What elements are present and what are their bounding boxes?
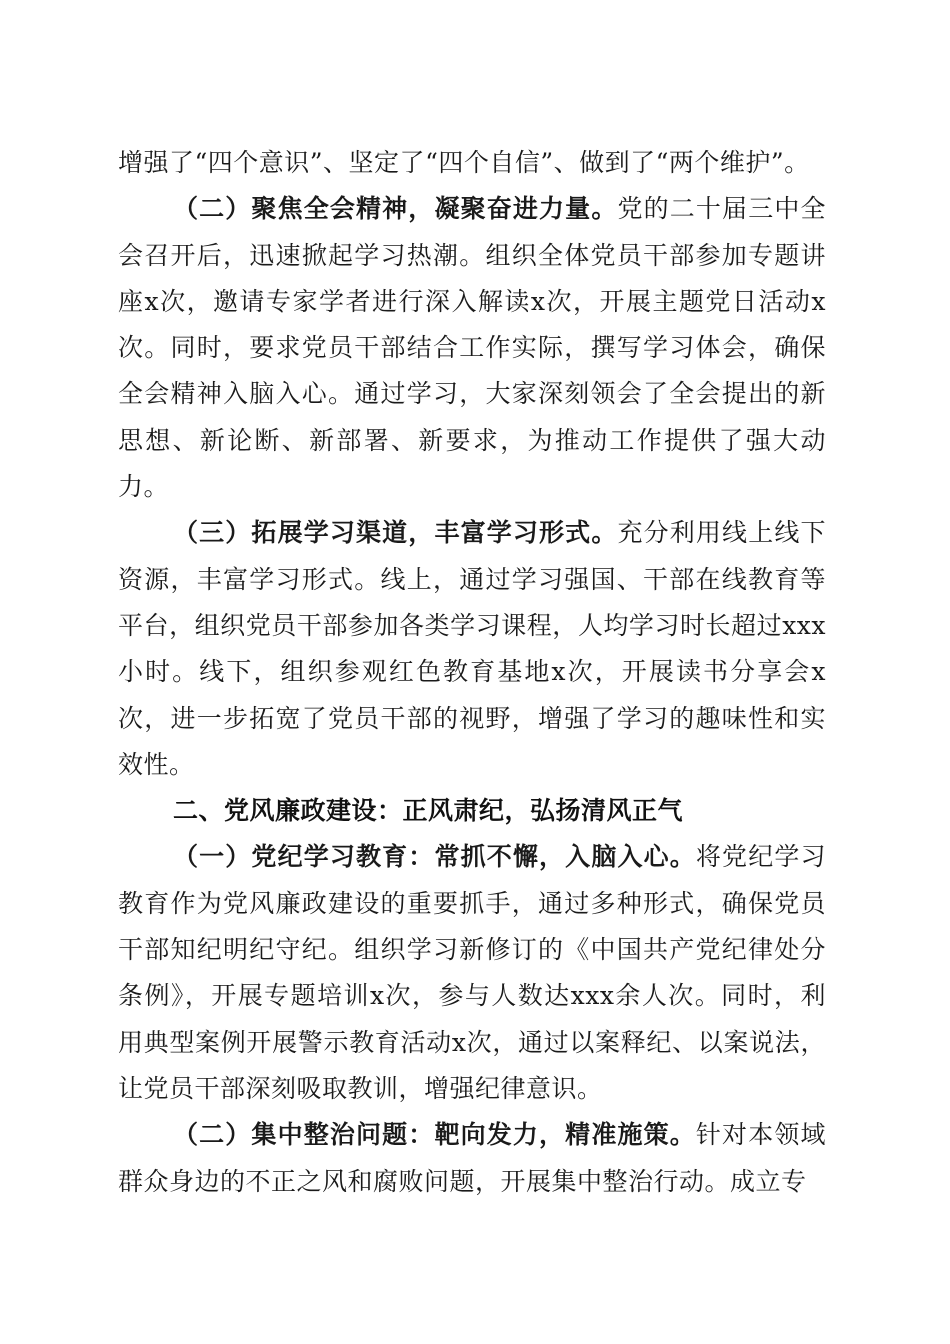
paragraph-rectification bbox=[118, 1112, 826, 1205]
paragraph-text: 充分利用线上线下资源，丰富学习形式。线上，通过学习强国、干部在线教育等平台，组织党员干部参加各类学习课程，人均学习时长超过xxx小时。线下，组织参观红色教育基地x次，开展读书分享会x次，进一步拓宽了党员干部的视野，增强了学习的趣味性和实效性。 bbox=[118, 518, 826, 779]
paragraph-lead-heading: （三）拓展学习渠道，丰富学习形式。 bbox=[173, 518, 618, 548]
paragraph-lead-heading: （一）党纪学习教育：常抓不懈，入脑入心。 bbox=[173, 842, 696, 872]
paragraph-lead-heading: （二）聚焦全会精神，凝聚奋进力量。 bbox=[173, 194, 618, 224]
paragraph-focus-plenary-spirit bbox=[118, 186, 826, 510]
paragraph-expand-learning-channels bbox=[118, 510, 826, 788]
paragraph-text: 增强了“四个意识”、坚定了“四个自信”、做到了“两个维护”。 bbox=[118, 148, 810, 177]
paragraph-text: 将党纪学习教育作为党风廉政建设的重要抓手，通过多种形式，确保党员干部知纪明纪守纪。组织学习新修订的《中国共产党纪律处分条例》，开展专题培训x次，参与人数达xxx余人次。同时，利用典型案例开展警示教育活动x次，通过以案释纪、以案说法，让党员干部深刻吸取教训，增强纪律意识。 bbox=[118, 842, 826, 1103]
document-body bbox=[118, 140, 826, 1205]
paragraph-continuation bbox=[118, 140, 826, 186]
section-heading: 二、党风廉政建设：正风肃纪，弘扬清风正气 bbox=[173, 796, 684, 826]
paragraph-text: 针对本领域群众身边的不正之风和腐败问题，开展集中整治行动。成立专 bbox=[118, 1120, 826, 1196]
paragraph-text: 党的二十届三中全会召开后，迅速掀起学习热潮。组织全体党员干部参加专题讲座x次，邀请专家学者进行深入解读x次，开展主题党日活动x次。同时，要求党员干部结合工作实际，撰写学习体会，确保全会精神入脑入心。通过学习，大家深刻领会了全会提出的新思想、新论断、新部署、新要求，为推动工作提供了强大动力。 bbox=[118, 194, 826, 502]
paragraph-discipline-education bbox=[118, 834, 826, 1112]
paragraph-lead-heading: （二）集中整治问题：靶向发力，精准施策。 bbox=[173, 1120, 696, 1150]
